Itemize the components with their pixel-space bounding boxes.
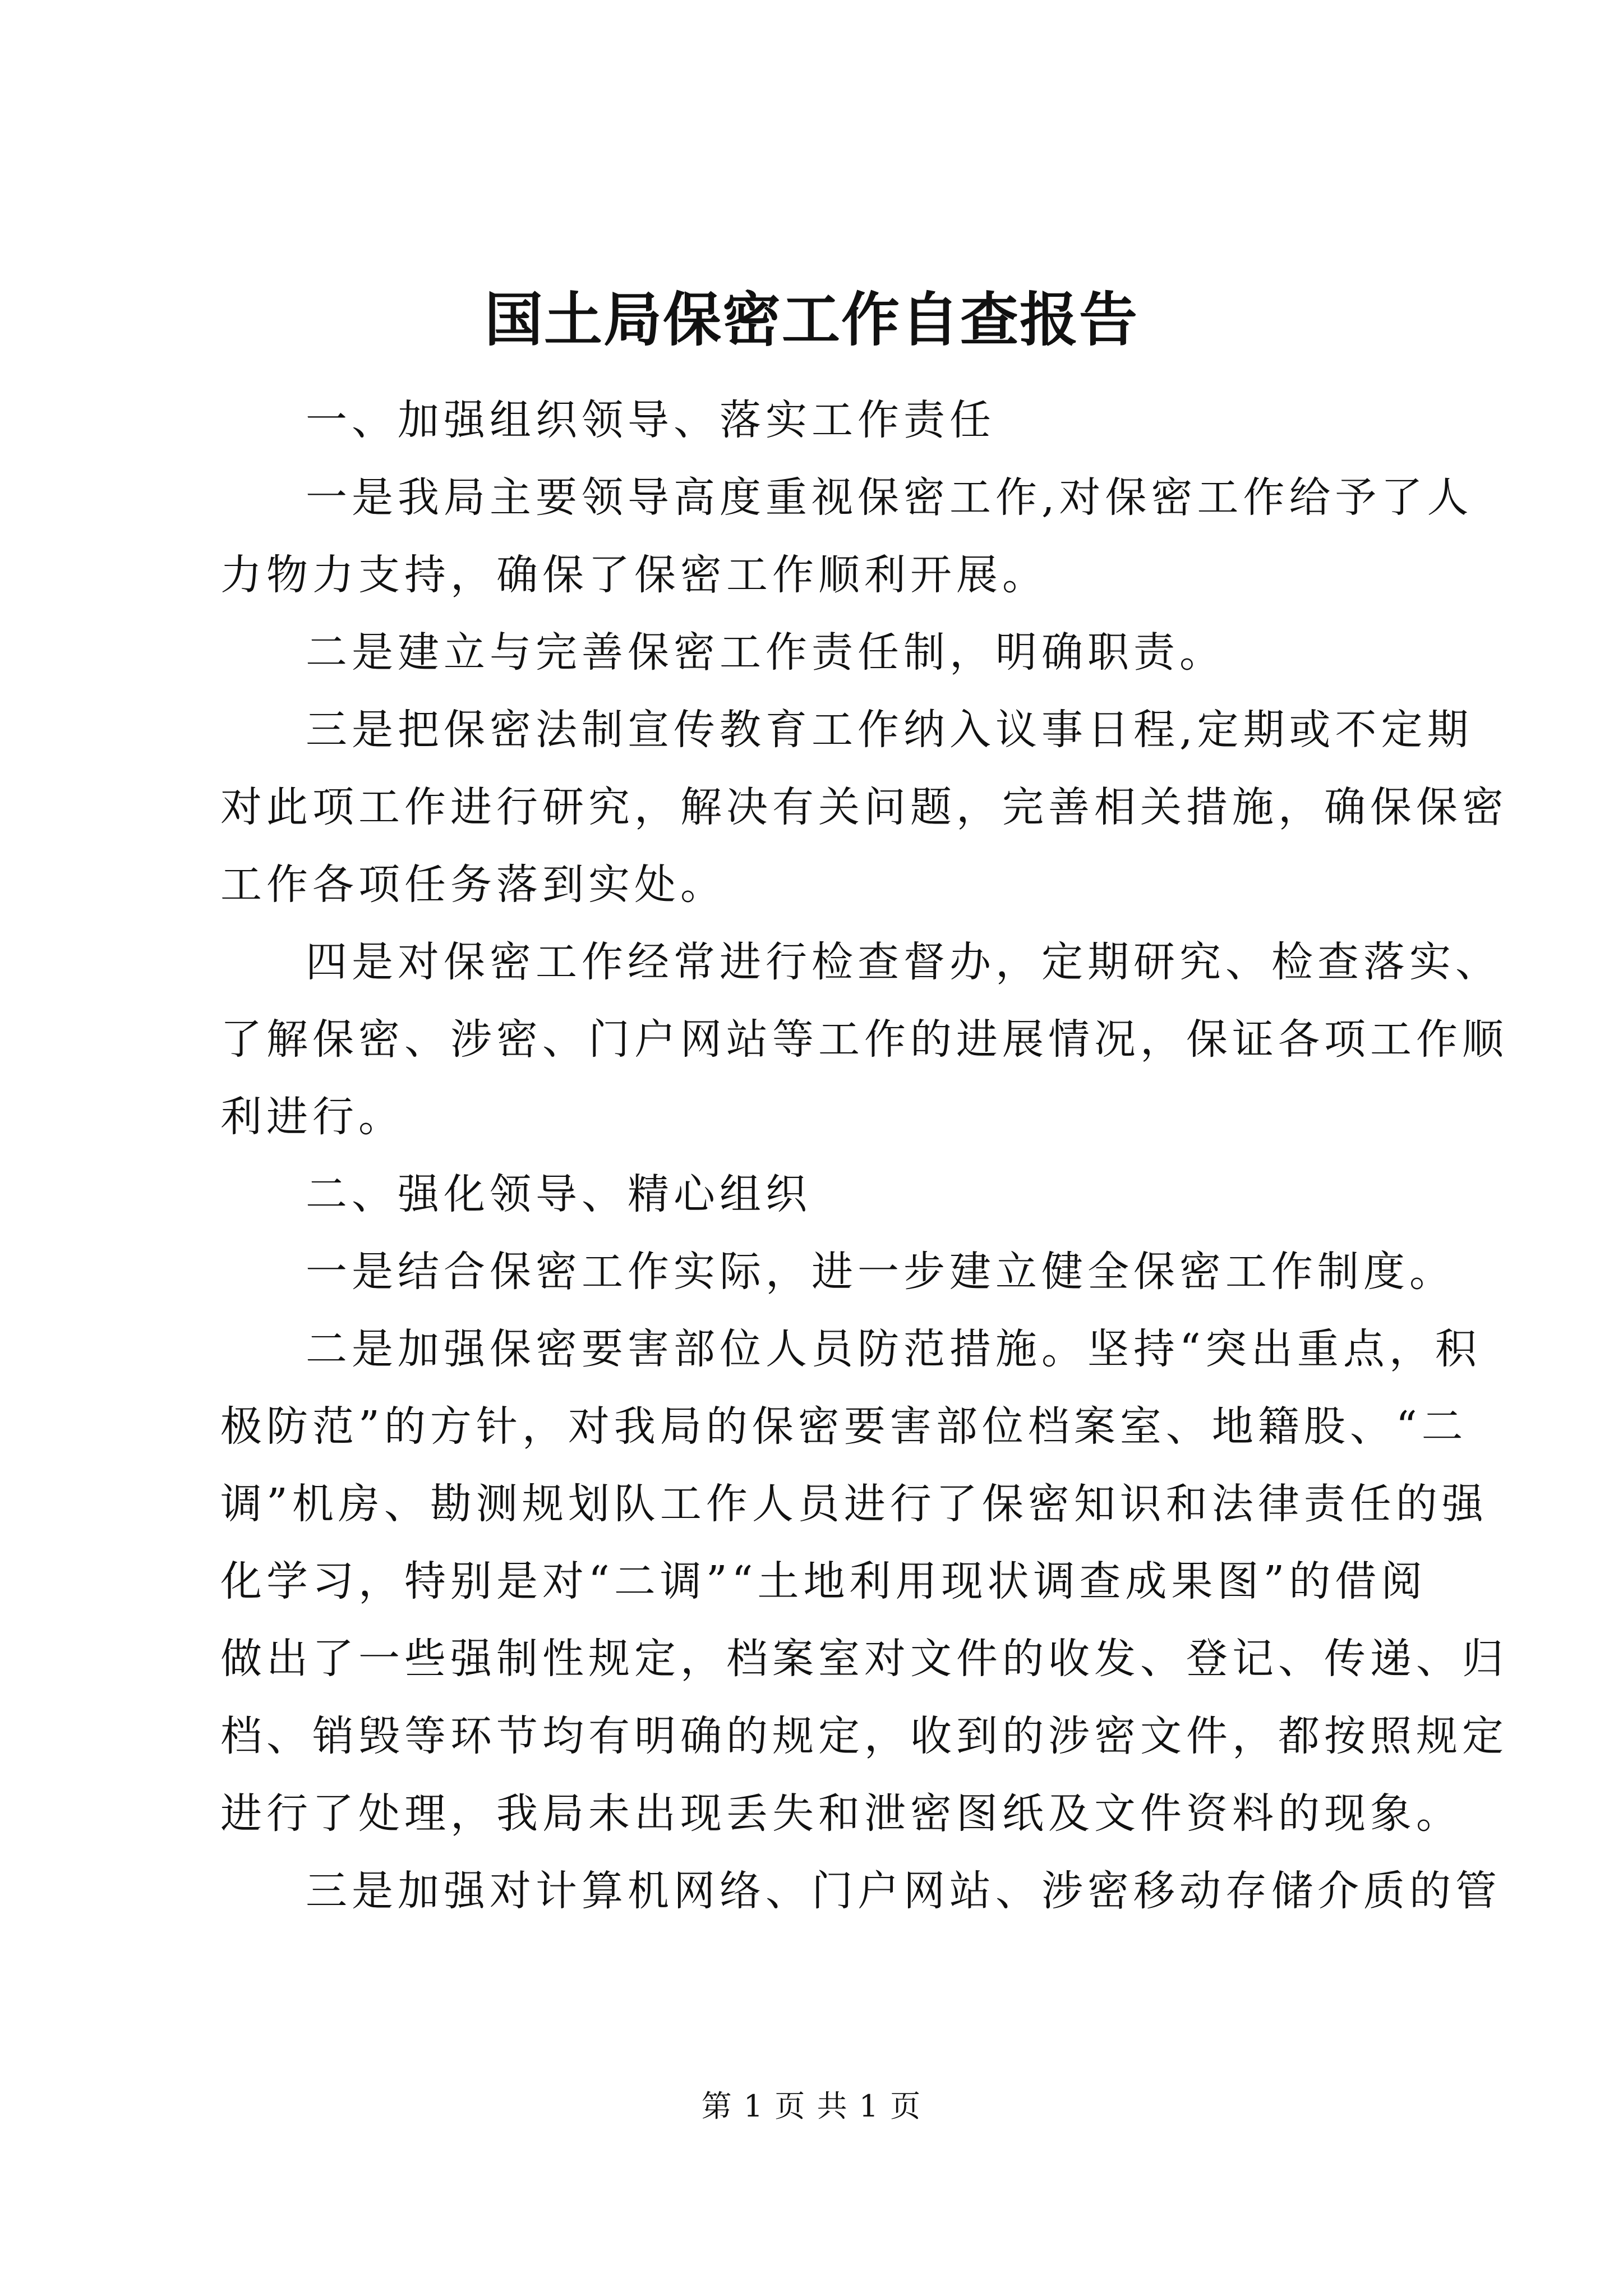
text-line: 档、销毁等环节均有明确的规定，收到的涉密文件，都按照规定 xyxy=(220,1712,1508,1760)
text-line: 力物力支持，确保了保密工作顺利开展。 xyxy=(220,551,1048,599)
text-line: 一是结合保密工作实际，进一步建立健全保密工作制度。 xyxy=(306,1248,1455,1296)
text-line: 四是对保密工作经常进行检查督办，定期研究、检查落实、 xyxy=(306,938,1501,986)
paragraph-1-2 xyxy=(220,614,1432,691)
paragraph-2-3 xyxy=(220,1852,1501,1930)
section-heading-1 xyxy=(220,381,1432,459)
text-line: 进行了处理，我局未出现丢失和泄密图纸及文件资料的现象。 xyxy=(220,1789,1462,1838)
text-line: 二、强化领导、精心组织 xyxy=(306,1170,811,1218)
paragraph-2-1 xyxy=(220,1233,1455,1310)
paragraph-2-2 xyxy=(220,1310,1508,1852)
text-line: 化学习，特别是对“二调”“土地利用现状调查成果图”的借阅 xyxy=(220,1557,1427,1605)
text-line: 二是建立与完善保密工作责任制，明确职责。 xyxy=(306,628,1225,677)
text-line: 二是加强保密要害部位人员防范措施。坚持“突出重点，积 xyxy=(306,1325,1481,1373)
section-heading-2 xyxy=(220,1156,1432,1233)
text-line: 利进行。 xyxy=(220,1093,404,1141)
text-line: 一是我局主要领导高度重视保密工作,对保密工作给予了人 xyxy=(306,473,1473,522)
text-line: 一、加强组织领导、落实工作责任 xyxy=(306,396,995,444)
text-line: 三是把保密法制宣传教育工作纳入议事日程,定期或不定期 xyxy=(306,706,1473,754)
page-number-footer: 第 1 页 共 1 页 xyxy=(701,2088,922,2124)
text-line: 对此项工作进行研究，解决有关问题，完善相关措施，确保保密 xyxy=(220,783,1508,831)
text-line: 了解保密、涉密、门户网站等工作的进展情况，保证各项工作顺 xyxy=(220,1015,1508,1064)
text-line: 极防范”的方针，对我局的保密要害部位档案室、地籍股、“二 xyxy=(220,1402,1468,1451)
paragraph-1-4 xyxy=(220,923,1508,1156)
text-line: 三是加强对计算机网络、门户网站、涉密移动存储介质的管 xyxy=(306,1867,1501,1915)
document-title: 国土局保密工作自查报告 xyxy=(484,285,1138,354)
paragraph-1-3 xyxy=(220,691,1508,923)
text-line: 做出了一些强制性规定，档案室对文件的收发、登记、传递、归 xyxy=(220,1635,1508,1683)
document-body xyxy=(220,381,1508,1930)
text-line: 调”机房、勘测规划队工作人员进行了保密知识和法律责任的强 xyxy=(220,1480,1488,1528)
text-line: 工作各项任务落到实处。 xyxy=(220,861,726,909)
paragraph-1-1 xyxy=(220,459,1473,614)
